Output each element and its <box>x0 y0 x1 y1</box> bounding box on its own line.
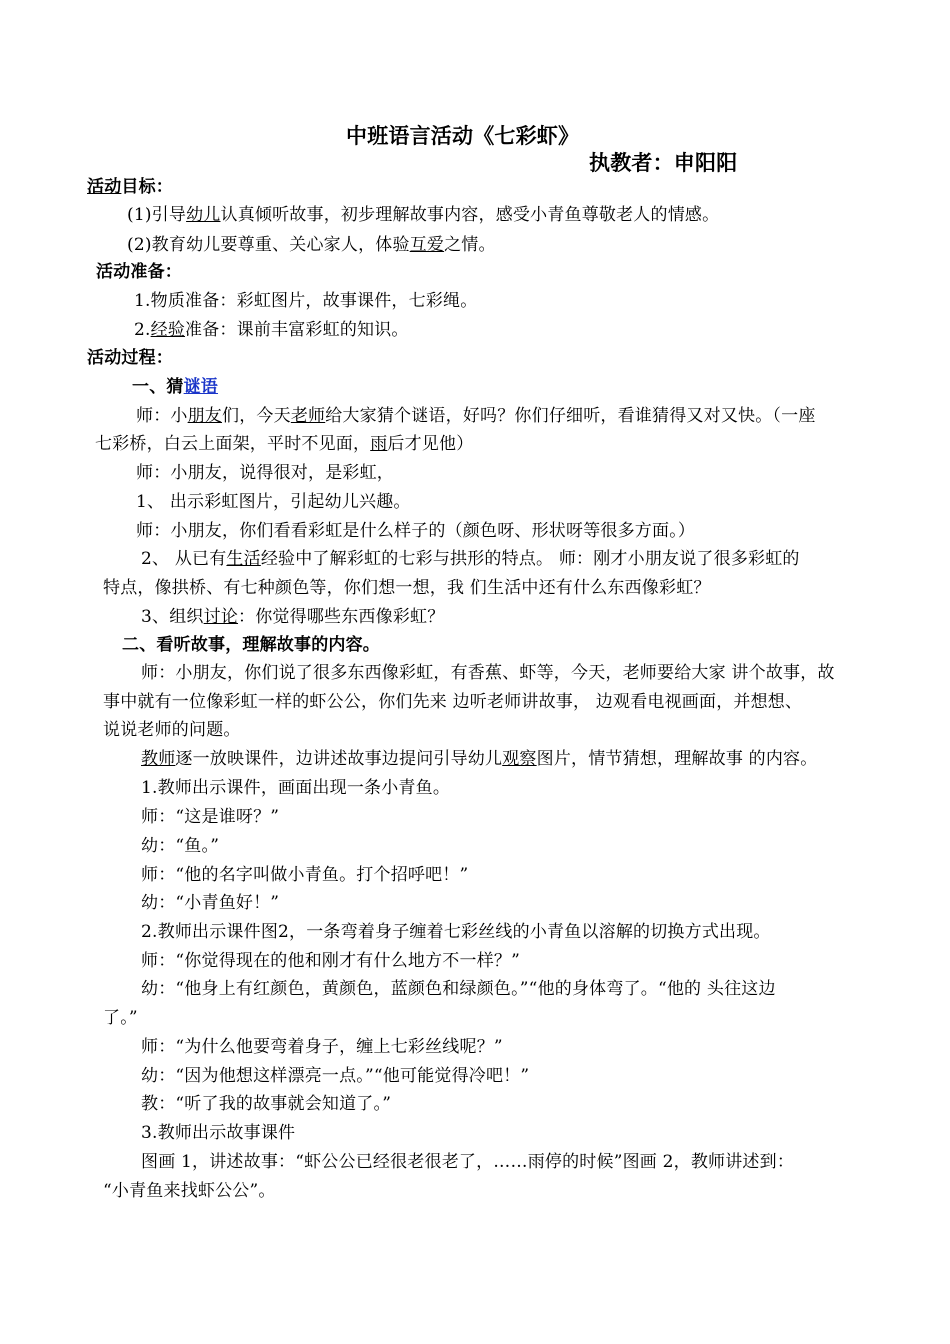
story-narration-line2: “小青鱼来找虾公公”。 <box>103 1181 276 1201</box>
dialogue-3: 师：“他的名字叫做小青鱼。打个招呼吧！” <box>141 865 469 885</box>
para-story-intro-1: 师：小朋友，你们说了很多东西像彩虹，有香蕉、虾等，今天，老师要给大家 讲个故事，故 <box>141 663 835 683</box>
step-courseware-2: 2.教师出示课件图2，一条弯着身子缠着七彩丝线的小青鱼以溶解的切换方式出现。 <box>141 922 771 942</box>
process-heading: 活动过程： <box>87 348 173 368</box>
p1u2: 老师 <box>290 406 326 426</box>
p6b: ：你觉得哪些东西像彩虹？ <box>238 607 445 627</box>
p1u1: 朋友 <box>187 406 223 426</box>
goal-2-text-b: 之情。 <box>444 235 496 255</box>
step-courseware-1: 1.教师出示课件，画面出现一条小青鱼。 <box>141 778 451 798</box>
step-courseware-3: 3.教师出示故事课件 <box>141 1123 296 1143</box>
p5b: 经验中了解彩虹的七彩与拱形的特点。 师：刚才小朋友说了很多彩虹的 <box>260 549 800 569</box>
goal-1 <box>127 203 719 227</box>
prep-item-2-b: 准备：课前丰富彩虹的知识。 <box>185 320 409 340</box>
p6u: 讨论 <box>203 607 239 627</box>
goal-1-text-b: 认真倾听故事，初步理解故事内容，感受小青鱼尊敬老人的情感。 <box>220 205 720 225</box>
goals-heading-rest: 目标： <box>121 177 174 197</box>
section-2-heading: 二、看听故事，理解故事的内容。 <box>122 635 380 655</box>
p8b: 图片，情节猜想，理解故事 的内容。 <box>536 749 818 769</box>
p1c: 给大家猜个谜语，好吗？你们仔细听，看谁猜得又对又快。（一座 <box>325 406 816 426</box>
prep-heading: 活动准备： <box>96 262 182 282</box>
goals-heading <box>87 175 173 199</box>
goals-heading-underlined: 活动 <box>87 177 122 197</box>
dialogue-9: 教：“听了我的故事就会知道了。” <box>141 1094 392 1114</box>
para-rainbow-look: 师：小朋友，你们看看彩虹是什么样子的（颜色呀、形状呀等很多方面。） <box>136 521 696 541</box>
dialogue-6-line2: 了。” <box>103 1008 138 1028</box>
para-answer: 师：小朋友，说得很对，是彩虹， <box>136 463 394 483</box>
dialogue-8: 幼：“因为他想这样漂亮一点。”“他可能觉得冷吧！” <box>141 1066 530 1086</box>
goal-2 <box>127 233 496 257</box>
p1u3: 雨 <box>370 434 388 454</box>
para-riddle-line2 <box>95 432 473 456</box>
goal-2-text-a: (2)教育幼儿要尊重、关心家人，体验 <box>127 235 410 255</box>
p1e: 后才见他） <box>387 434 474 454</box>
riddle-link[interactable]: 谜语 <box>183 377 219 397</box>
dialogue-4: 幼：“小青鱼好！” <box>141 893 280 913</box>
document-title: 中班语言活动《七彩虾》 <box>346 123 580 148</box>
p1d: 七彩桥，白云上面架，平时不见面， <box>95 434 371 454</box>
prep-item-2 <box>134 318 409 342</box>
goal-1-text-a: (1)引导 <box>127 205 187 225</box>
p1b: 们，今天 <box>222 406 291 426</box>
dialogue-1: 师：“这是谁呀？” <box>141 807 280 827</box>
goal-1-underlined: 幼儿 <box>186 205 221 225</box>
para-riddle-line1 <box>136 404 816 428</box>
goal-2-underlined: 互爱 <box>409 235 445 255</box>
dialogue-6-line1: 幼：“他身上有红颜色，黄颜色，蓝颜色和绿颜色。”“他的身体弯了。“他的 头往这边 <box>141 979 776 999</box>
para-story-intro-2: 事中就有一位像彩虹一样的虾公公，你们先来 边听老师讲故事， 边观看电视画面，并想想、 <box>103 692 803 712</box>
story-narration-line1: 图画 1，讲述故事：“虾公公已经很老很老了，……雨停的时候”图画 2，教师讲述到： <box>141 1152 795 1172</box>
dialogue-7: 师：“为什么他要弯着身子，缠上七彩丝线呢？” <box>141 1037 503 1057</box>
p5a: 2、 从已有 <box>141 549 227 569</box>
p5u: 生活 <box>226 549 261 569</box>
para-teacher-method <box>141 747 817 771</box>
p8u1: 教师 <box>141 749 176 769</box>
p8u2: 观察 <box>502 749 537 769</box>
step-3 <box>141 605 444 629</box>
prep-item-2-underlined: 经验 <box>150 320 186 340</box>
para-story-intro-3: 说说老师的问题。 <box>103 720 241 740</box>
p8a: 逐一放映课件，边讲述故事边提问引导幼儿 <box>175 749 503 769</box>
prep-item-1: 1.物质准备：彩虹图片，故事课件，七彩绳。 <box>134 291 478 311</box>
section-1-text: 一、猜 <box>132 377 184 397</box>
author-line: 执教者：申阳阳 <box>589 150 738 175</box>
p1a: 师：小 <box>136 406 188 426</box>
step-1: 1、 出示彩虹图片，引起幼儿兴趣。 <box>136 492 411 512</box>
step-2-line1 <box>141 547 800 571</box>
prep-item-2-a: 2. <box>134 320 151 340</box>
p6a: 3、组织 <box>141 607 204 627</box>
step-2-line2: 特点，像拱桥、有七种颜色等，你们想一想，我 们生活中还有什么东西像彩虹？ <box>103 578 711 598</box>
section-1-heading <box>132 375 218 399</box>
dialogue-5: 师：“你觉得现在的他和刚才有什么地方不一样？” <box>141 951 520 971</box>
dialogue-2: 幼：“鱼。” <box>141 836 220 856</box>
